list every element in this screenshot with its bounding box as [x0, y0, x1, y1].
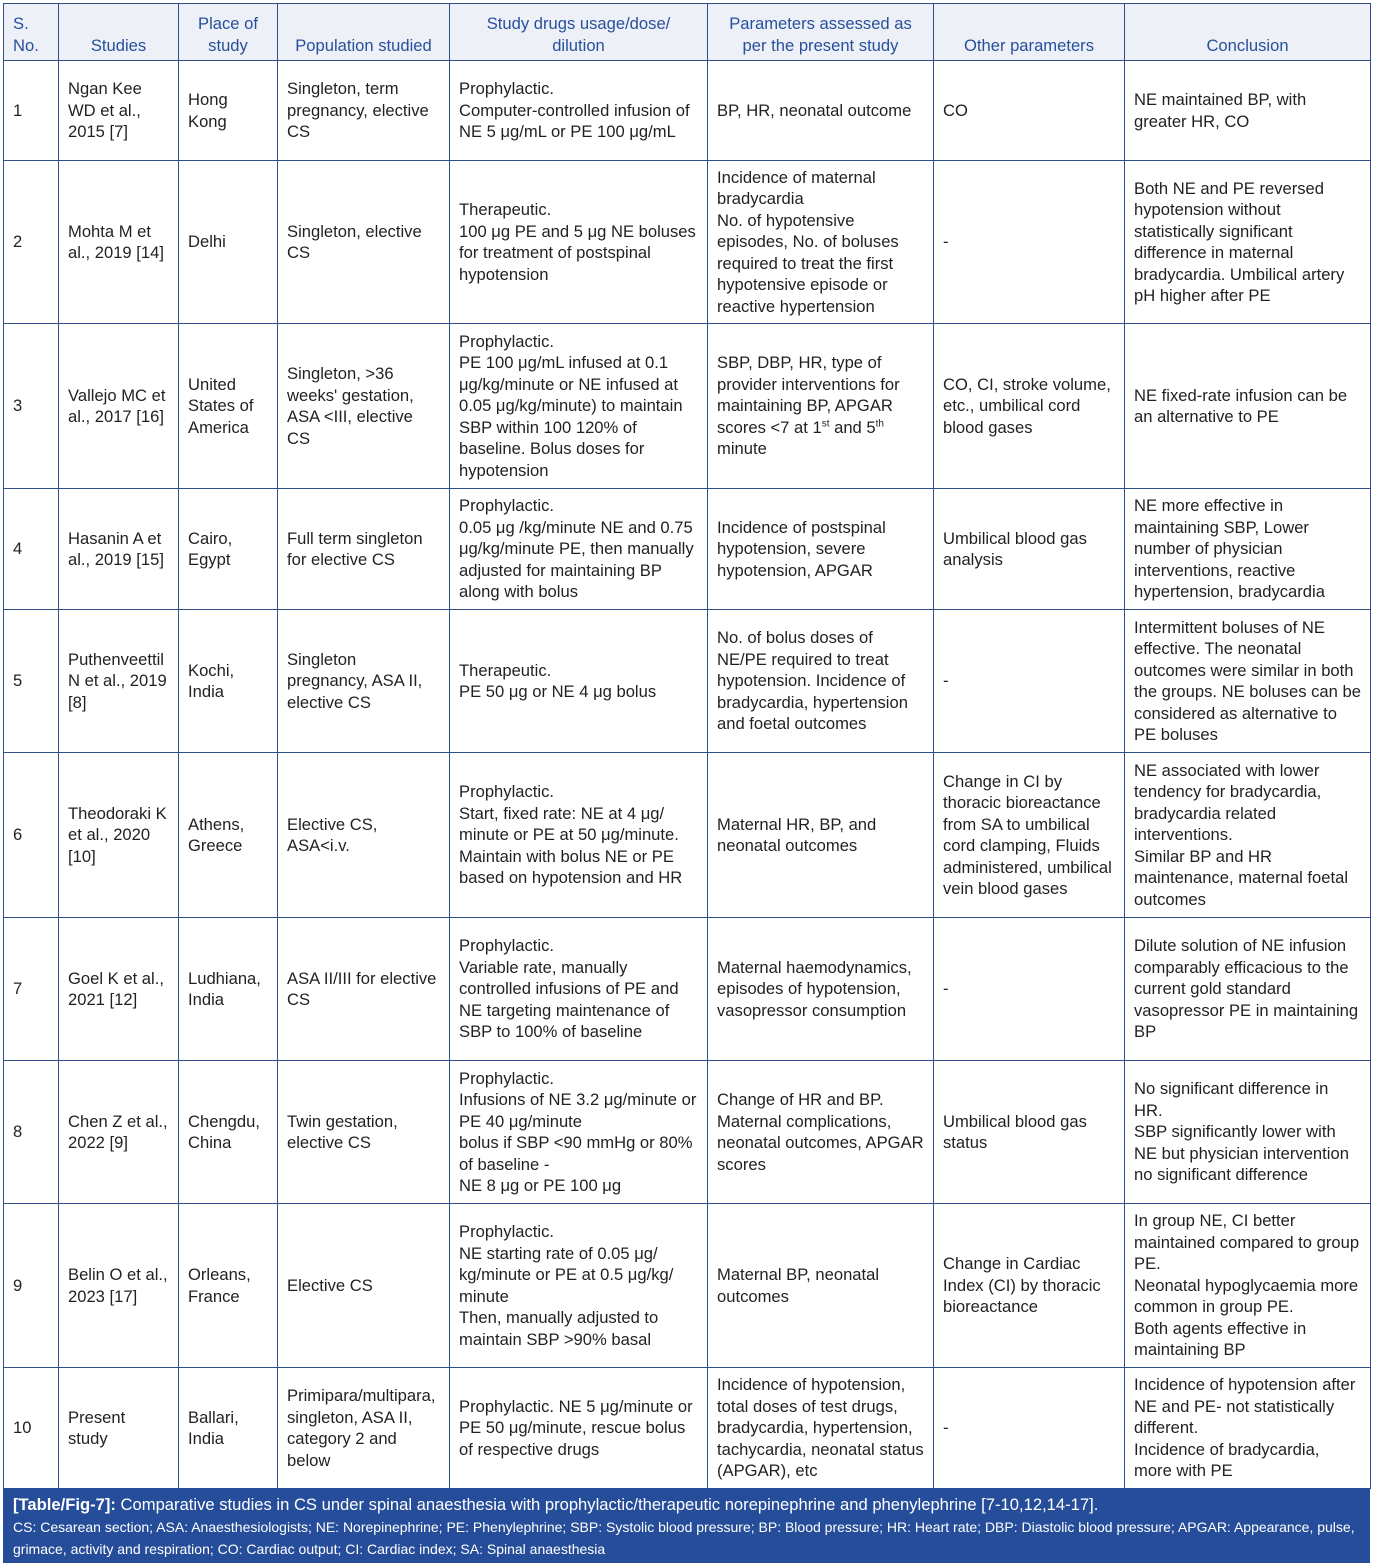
cell-place: Cairo, Egypt: [179, 489, 278, 610]
conclusion-line: No significant difference in HR.: [1134, 1079, 1329, 1120]
caption-label: [Table/Fig-7]:: [13, 1495, 116, 1514]
superscript: st: [821, 418, 830, 430]
cell-population: Singleton, elective CS: [278, 161, 450, 324]
caption-abbreviations: CS: Cesarean section; ASA: Anaesthesiologists; NE: Norepinephrine; PE: Phenylephrine; SBP: Systolic blood pressure; BP: Blood pressure; HR: Heart rate; DBP: Diastolic blood pressure; APGAR: Appearance, pulse, grimace, activity and respiration; CO: Cardiac output; CI: Cardiac index; SA: Spinal anaesthesia: [13, 1519, 1355, 1557]
cell-sno: 8: [4, 1061, 59, 1204]
cell-study: Puthenveettil N et al., 2019 [8]: [59, 610, 179, 753]
cell-population: Elective CS: [278, 1204, 450, 1368]
drugs-line: Start, fixed rate: NE at 4 μg/ minute or PE at 50 μg/minute.: [459, 803, 679, 845]
cell-params: [708, 489, 934, 610]
cell-study: Vallejo MC et al., 2017 [16]: [59, 324, 179, 489]
cell-drugs: [450, 753, 708, 918]
cell-params: [708, 753, 934, 918]
cell-sno: 3: [4, 324, 59, 489]
cell-population: Full term singleton for elective CS: [278, 489, 450, 610]
cell-population: Singleton pregnancy, ASA II, elective CS: [278, 610, 450, 753]
cell-params: [708, 1061, 934, 1204]
cell-other: -: [934, 610, 1125, 753]
cell-params: [708, 161, 934, 324]
cell-conclusion: [1125, 324, 1371, 489]
cell-population: Primipara/multipara, singleton, ASA II, category 2 and below: [278, 1368, 450, 1489]
cell-place: Orleans, France: [179, 1204, 278, 1368]
drugs-line: Infusions of NE 3.2 μg/minute or PE 40 μg/minute: [459, 1090, 697, 1131]
table-caption: [3, 1488, 1370, 1563]
cell-sno: 1: [4, 61, 59, 161]
header-params: Parameters assessed as per the present study: [708, 4, 934, 61]
cell-study: Mohta M et al., 2019 [14]: [59, 161, 179, 324]
header-conclusion: Conclusion: [1125, 4, 1371, 61]
header-sno: S. No.: [4, 4, 59, 61]
cell-other: Umbilical blood gas analysis: [934, 489, 1125, 610]
cell-drugs: [450, 489, 708, 610]
drugs-line: Prophylactic.: [459, 496, 554, 516]
cell-sno: 4: [4, 489, 59, 610]
cell-conclusion: [1125, 1061, 1371, 1204]
table-row: [4, 610, 1371, 753]
conclusion-line: Intermittent boluses of NE effective. The neonatal outcomes were similar in both the groups. NE boluses can be considered as alternative to PE boluses: [1134, 617, 1361, 744]
cell-other: Change in CI by thoracic bioreactance from SA to umbilical cord clamping, Fluids administered, umbilical vein blood gases: [934, 753, 1125, 918]
header-population: Population studied: [278, 4, 450, 61]
drugs-line: Prophylactic.: [459, 782, 554, 802]
cell-study: Belin O et al., 2023 [17]: [59, 1204, 179, 1368]
caption-title-text: Comparative studies in CS under spinal anaesthesia with prophylactic/therapeutic norepinephrine and phenylephrine [7-10,12,14-17].: [115, 1495, 1099, 1514]
cell-drugs: [450, 1368, 708, 1489]
cell-drugs: [450, 1204, 708, 1368]
table-row: [4, 1204, 1371, 1368]
cell-params: [708, 324, 934, 489]
cell-other: -: [934, 161, 1125, 324]
cell-study: Present study: [59, 1368, 179, 1489]
cell-conclusion: [1125, 61, 1371, 161]
drugs-line: Variable rate, manually controlled infusions of PE and NE targeting maintenance of SBP to 100% of baseline: [459, 957, 679, 1042]
conclusion-line: In group NE, CI better maintained compared to group PE.: [1134, 1211, 1360, 1274]
params-line: Maternal haemodynamics, episodes of hypotension, vasopressor consumption: [717, 957, 912, 1020]
params-text: and 5: [829, 417, 876, 437]
cell-sno: 9: [4, 1204, 59, 1368]
cell-place: Delhi: [179, 161, 278, 324]
conclusion-line: Neonatal hypoglycaemia more common in group PE.: [1134, 1275, 1359, 1317]
cell-study: Chen Z et al., 2022 [9]: [59, 1061, 179, 1204]
conclusion-line: NE fixed-rate infusion can be an alternative to PE: [1134, 385, 1348, 426]
cell-conclusion: [1125, 161, 1371, 324]
cell-other: CO: [934, 61, 1125, 161]
params-text: SBP, DBP, HR, type of provider interventions for maintaining BP, APGAR scores <7 at 1: [717, 353, 900, 437]
drugs-line: NE starting rate of 0.05 μg/ kg/minute or PE at 0.5 μg/kg/ minute: [459, 1243, 674, 1306]
params-line: Incidence of maternal bradycardia: [717, 167, 876, 209]
cell-other: Umbilical blood gas status: [934, 1061, 1125, 1204]
drugs-line: 0.05 μg /kg/minute NE and 0.75 μg/kg/minute PE, then manually adjusted for maintaining BP along with bolus: [459, 517, 694, 602]
cell-drugs: [450, 610, 708, 753]
superscript: th: [875, 418, 884, 430]
cell-place: Ludhiana, India: [179, 918, 278, 1061]
cell-sno: 2: [4, 161, 59, 324]
conclusion-line: Dilute solution of NE infusion comparably efficacious to the current gold standard vasopressor PE in maintaining BP: [1134, 936, 1359, 1042]
cell-place: Ballari, India: [179, 1368, 278, 1489]
header-other: Other parameters: [934, 4, 1125, 61]
cell-place: Chengdu, China: [179, 1061, 278, 1204]
caption-title: [13, 1494, 1360, 1516]
cell-params: [708, 1204, 934, 1368]
params-text: minute: [717, 439, 767, 459]
cell-params: [708, 61, 934, 161]
drugs-line: Computer-controlled infusion of NE 5 μg/mL or PE 100 μg/mL: [459, 100, 690, 142]
conclusion-line: Incidence of hypotension after NE and PE- not statistically different.: [1134, 1375, 1356, 1438]
drugs-line: Maintain with bolus NE or PE based on hypotension and HR: [459, 846, 683, 888]
drugs-line: Prophylactic.: [459, 1222, 554, 1241]
table-row: [4, 61, 1371, 161]
drugs-line: Therapeutic.: [459, 200, 552, 219]
cell-study: Goel K et al., 2021 [12]: [59, 918, 179, 1061]
comparative-studies-table: [3, 3, 1371, 1489]
drugs-line: PE 100 μg/mL infused at 0.1 μg/kg/minute or NE infused at 0.05 μg/kg/minute) to maintain SBP within 100 120% of baseline. Bolus doses for hypotension: [459, 353, 683, 480]
cell-place: Athens, Greece: [179, 753, 278, 918]
drugs-line: bolus if SBP <90 mmHg or 80% of baseline -: [459, 1133, 693, 1174]
params-line: Maternal BP, neonatal outcomes: [717, 1265, 880, 1306]
params-line: Incidence of hypotension, total doses of test drugs, bradycardia, hypertension, tachycardia, neonatal status (APGAR), etc: [717, 1375, 924, 1481]
cell-population: Singleton, >36 weeks' gestation, ASA <III, elective CS: [278, 324, 450, 489]
cell-conclusion: [1125, 1368, 1371, 1489]
drugs-line: Prophylactic.: [459, 79, 554, 99]
conclusion-line: NE more effective in maintaining SBP, Lower number of physician interventions, reactive hypertension, bradycardia: [1134, 496, 1325, 602]
cell-conclusion: [1125, 918, 1371, 1061]
cell-sno: 10: [4, 1368, 59, 1489]
cell-sno: 7: [4, 918, 59, 1061]
cell-drugs: [450, 324, 708, 489]
table-row: [4, 1061, 1371, 1204]
table-row: [4, 918, 1371, 1061]
cell-drugs: [450, 161, 708, 324]
cell-other: -: [934, 918, 1125, 1061]
table-header-row: [4, 4, 1371, 61]
conclusion-line: Both NE and PE reversed hypotension without statistically significant difference in maternal bradycardia. Umbilical artery pH higher after PE: [1134, 178, 1345, 305]
cell-drugs: [450, 1061, 708, 1204]
cell-sno: 6: [4, 753, 59, 918]
params-line: No. of hypotensive episodes, No. of boluses required to treat the first hypotensive episode or reactive hypertension: [717, 210, 899, 316]
table-row: [4, 1368, 1371, 1489]
cell-other: Change in Cardiac Index (CI) by thoracic bioreactance: [934, 1204, 1125, 1368]
conclusion-line: Incidence of bradycardia, more with PE: [1134, 1439, 1320, 1481]
drugs-line: Then, manually adjusted to maintain SBP >90% basal: [459, 1308, 659, 1349]
cell-conclusion: [1125, 1204, 1371, 1368]
cell-other: CO, CI, stroke volume, etc., umbilical cord blood gases: [934, 324, 1125, 489]
cell-conclusion: [1125, 610, 1371, 753]
cell-study: Theodoraki K et al., 2020 [10]: [59, 753, 179, 918]
cell-conclusion: [1125, 753, 1371, 918]
drugs-line: NE 8 μg or PE 100 μg: [459, 1176, 622, 1195]
cell-population: ASA II/III for elective CS: [278, 918, 450, 1061]
cell-place: Kochi, India: [179, 610, 278, 753]
cell-study: Ngan Kee WD et al., 2015 [7]: [59, 61, 179, 161]
cell-other: -: [934, 1368, 1125, 1489]
params-line: BP, HR, neonatal outcome: [717, 100, 912, 120]
cell-params: [708, 918, 934, 1061]
params-line: Maternal HR, BP, and neonatal outcomes: [717, 814, 877, 855]
cell-sno: 5: [4, 610, 59, 753]
cell-conclusion: [1125, 489, 1371, 610]
conclusion-line: NE associated with lower tendency for bradycardia, bradycardia related interventions.: [1134, 760, 1322, 845]
drugs-line: Therapeutic.: [459, 660, 552, 680]
conclusion-line: NE maintained BP, with greater HR, CO: [1134, 90, 1307, 131]
cell-params: [708, 610, 934, 753]
params-line: Incidence of postspinal hypotension, severe hypotension, APGAR: [717, 517, 886, 580]
cell-population: Twin gestation, elective CS: [278, 1061, 450, 1204]
drugs-line: Prophylactic. NE 5 μg/minute or PE 50 μg/minute, rescue bolus of respective drugs: [459, 1396, 693, 1459]
cell-study: Hasanin A et al., 2019 [15]: [59, 489, 179, 610]
drugs-line: Prophylactic.: [459, 1068, 554, 1088]
header-drugs: Study drugs usage/dose/ dilution: [450, 4, 708, 61]
cell-population: Singleton, term pregnancy, elective CS: [278, 61, 450, 161]
cell-population: Elective CS, ASA<i.v.: [278, 753, 450, 918]
header-place: Place of study: [179, 4, 278, 61]
conclusion-line: Both agents effective in maintaining BP: [1134, 1318, 1307, 1360]
cell-drugs: [450, 61, 708, 161]
drugs-line: 100 μg PE and 5 μg NE boluses for treatment of postspinal hypotension: [459, 221, 696, 284]
drugs-line: Prophylactic.: [459, 331, 554, 351]
drugs-line: Prophylactic.: [459, 936, 554, 956]
cell-drugs: [450, 918, 708, 1061]
conclusion-line: Similar BP and HR maintenance, maternal foetal outcomes: [1134, 846, 1349, 909]
table-row: [4, 753, 1371, 918]
params-line: No. of bolus doses of NE/PE required to treat hypotension. Incidence of bradycardia, hypertension and foetal outcomes: [717, 628, 908, 734]
cell-place: United States of America: [179, 324, 278, 489]
table-row: [4, 489, 1371, 610]
drugs-line: PE 50 μg or NE 4 μg bolus: [459, 682, 657, 701]
conclusion-line: SBP significantly lower with NE but physician intervention no significant difference: [1134, 1122, 1349, 1185]
table-row: [4, 324, 1371, 489]
table-row: [4, 161, 1371, 324]
params-line: Change of HR and BP. Maternal complications, neonatal outcomes, APGAR scores: [717, 1090, 924, 1174]
header-studies: Studies: [59, 4, 179, 61]
cell-params: [708, 1368, 934, 1489]
cell-place: Hong Kong: [179, 61, 278, 161]
